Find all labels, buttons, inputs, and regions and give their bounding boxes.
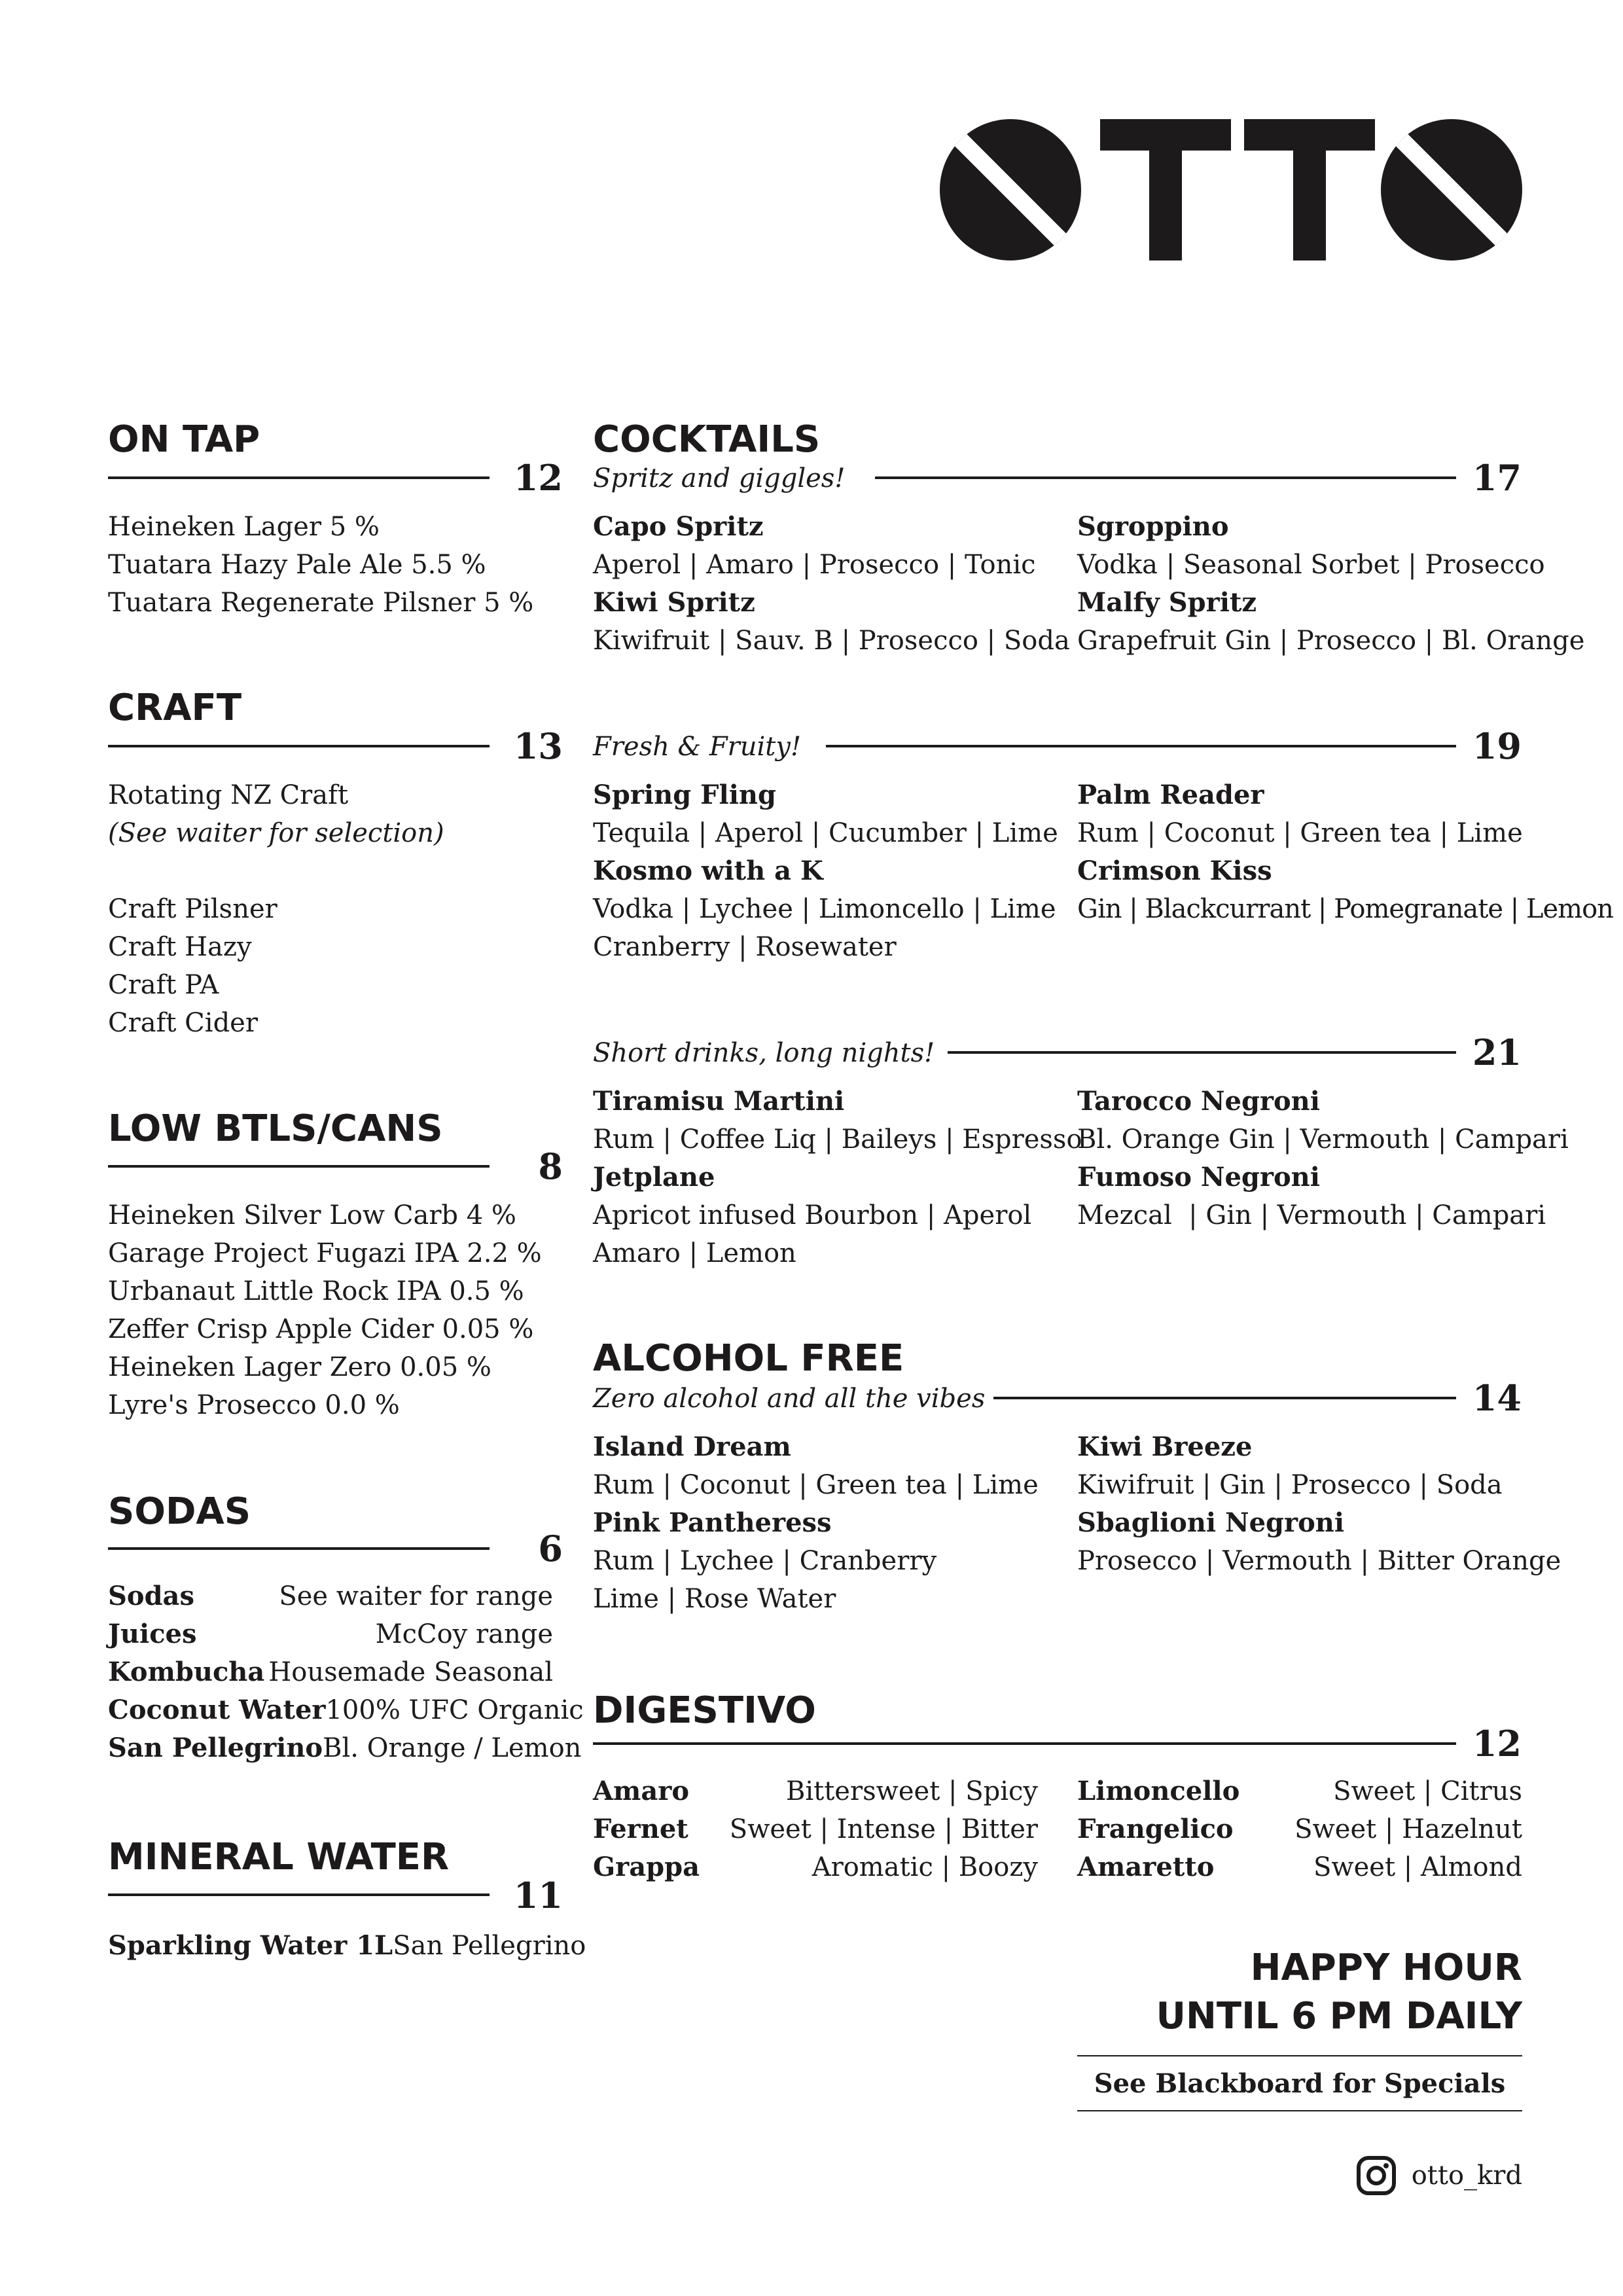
list-item: Craft Pilsner (108, 894, 277, 924)
craft-rule (108, 745, 490, 747)
drink-desc: Rum | Coffee Liq | Baileys | Espresso (593, 1124, 1082, 1155)
list-item: Garage Project Fugazi IPA 2.2 % (108, 1238, 542, 1268)
list-item (1077, 1848, 1522, 1886)
otto-logo (940, 110, 1522, 270)
list-item: Tuatara Hazy Pale Ale 5.5 % (108, 550, 486, 580)
drink-desc: Aperol | Amaro | Prosecco | Tonic (593, 550, 1036, 580)
craft-heading: CRAFT (108, 687, 242, 729)
cocktails-group-left (593, 776, 1058, 966)
drink-name: Kiwi Spritz (593, 587, 755, 618)
cocktails-group-rule (948, 1051, 1456, 1054)
drink-name: Pink Pantheress (593, 1507, 832, 1538)
digestivo-left (593, 1772, 1038, 1886)
list-item (1077, 1810, 1522, 1848)
drink-name: Island Dream (593, 1431, 791, 1462)
drink-name: Sgroppino (1077, 511, 1229, 542)
drink-name: Sbaglioni Negroni (1077, 1507, 1345, 1538)
drink-desc: Gin | Blackcurrant | Pomegranate | Lemon (1077, 894, 1613, 924)
on-tap-list (108, 508, 533, 622)
list-item (593, 1772, 1038, 1810)
list-item (108, 1577, 553, 1615)
drink-desc: Vodka | Seasonal Sorbet | Prosecco (1077, 550, 1545, 580)
low-heading: LOW BTLS/CANS (108, 1107, 443, 1150)
sodas-rule (108, 1547, 490, 1550)
item-desc: Sweet | Hazelnut (1294, 1814, 1522, 1844)
item-name: Amaretto (1077, 1852, 1215, 1882)
list-item: Heineken Silver Low Carb 4 % (108, 1200, 516, 1230)
drink-desc: Kiwifruit | Sauv. B | Prosecco | Soda (593, 626, 1070, 656)
item-desc: Sweet | Intense | Bitter (729, 1814, 1038, 1844)
list-item (593, 1810, 1038, 1848)
cocktails-group-price: 21 (1472, 1031, 1522, 1073)
mineral-rule (108, 1893, 490, 1896)
item-name: Fernet (593, 1814, 688, 1844)
alcohol-free-price: 14 (1472, 1377, 1522, 1419)
drink-desc: Grapefruit Gin | Prosecco | Bl. Orange (1077, 626, 1585, 656)
item-name: Grappa (593, 1852, 700, 1882)
item-name: Kombucha (108, 1657, 265, 1687)
digestivo-price: 12 (1472, 1723, 1522, 1765)
digestivo-rule (593, 1742, 1456, 1745)
on-tap-price: 12 (513, 457, 563, 499)
cocktails-group-rule (826, 745, 1456, 747)
drink-desc: Rum | Coconut | Green tea | Lime (1077, 818, 1523, 848)
sodas-heading: SODAS (108, 1490, 251, 1533)
item-desc: See waiter for range (279, 1581, 553, 1611)
cocktails-group-rule (875, 476, 1456, 479)
specials-top-rule (1077, 2055, 1522, 2056)
drink-desc: Cranberry | Rosewater (593, 932, 897, 962)
item-desc: Bl. Orange / Lemon (323, 1733, 582, 1763)
craft-price: 13 (513, 725, 563, 767)
mineral-heading: MINERAL WATER (108, 1836, 450, 1878)
cocktails-group-subtitle: Spritz and giggles! (593, 463, 846, 493)
list-item (1077, 1772, 1522, 1810)
cocktails-heading: COCKTAILS (593, 418, 821, 461)
sodas-price: 6 (538, 1528, 563, 1570)
sodas-list (108, 1577, 584, 1767)
drink-desc: Amaro | Lemon (593, 1238, 796, 1268)
cocktails-group-price: 17 (1472, 457, 1522, 499)
list-item: Heineken Lager Zero 0.05 % (108, 1352, 491, 1382)
item-desc: 100% UFC Organic (325, 1695, 584, 1725)
cocktails-group-left (593, 508, 1070, 660)
drink-desc: Prosecco | Vermouth | Bitter Orange (1077, 1546, 1561, 1576)
list-item: Zeffer Crisp Apple Cider 0.05 % (108, 1314, 534, 1344)
drink-name: Tiramisu Martini (593, 1086, 845, 1117)
cocktails-group-right (1077, 776, 1613, 928)
item-name: Sparkling Water 1L (108, 1930, 393, 1961)
instagram-icon (1355, 2155, 1397, 2197)
list-item: Tuatara Regenerate Pilsner 5 % (108, 588, 534, 618)
drink-name: Capo Spritz (593, 511, 764, 542)
low-rule (108, 1165, 490, 1168)
list-item (108, 1927, 586, 1965)
drink-name: Kiwi Breeze (1077, 1431, 1253, 1462)
cocktails-group-price: 19 (1472, 725, 1522, 767)
list-item: Craft Hazy (108, 932, 252, 962)
drink-name: Spring Fling (593, 780, 776, 810)
list-item: Lyre's Prosecco 0.0 % (108, 1390, 400, 1420)
digestivo-heading: DIGESTIVO (593, 1689, 816, 1732)
drink-desc: Rum | Lychee | Cranberry (593, 1546, 937, 1576)
alcohol-free-subtitle: Zero alcohol and all the vibes (593, 1384, 986, 1414)
list-item: Heineken Lager 5 % (108, 512, 380, 542)
cocktails-group-left (593, 1083, 1082, 1272)
alcohol-free-rule (993, 1397, 1456, 1399)
drink-desc: Rum | Coconut | Green tea | Lime (593, 1470, 1039, 1500)
happy-hour-title: HAPPY HOUR (1250, 1946, 1522, 1989)
item-name: Amaro (593, 1776, 690, 1806)
craft-lead: Rotating NZ Craft (108, 780, 349, 810)
list-item (108, 1691, 584, 1729)
logo-text (0, 0, 1, 1)
item-desc: Housemade Seasonal (268, 1657, 553, 1687)
on-tap-heading: ON TAP (108, 418, 260, 461)
item-name: Limoncello (1077, 1776, 1240, 1806)
drink-name: Jetplane (593, 1162, 715, 1193)
on-tap-rule (108, 476, 490, 479)
specials-bottom-rule (1077, 2110, 1522, 2111)
list-item (108, 1729, 582, 1767)
item-desc: Sweet | Almond (1313, 1852, 1522, 1882)
drink-name: Crimson Kiss (1077, 855, 1272, 886)
drink-name: Fumoso Negroni (1077, 1162, 1320, 1193)
craft-list (108, 776, 444, 1042)
item-desc: San Pellegrino (393, 1931, 586, 1961)
drink-desc: Mezcal | Gin | Vermouth | Campari (1077, 1200, 1546, 1230)
list-item (108, 1615, 553, 1653)
alcohol-free-left (593, 1428, 1039, 1618)
drink-desc: Vodka | Lychee | Limoncello | Lime (593, 894, 1056, 924)
item-desc: Aromatic | Boozy (812, 1852, 1038, 1882)
list-item: Urbanaut Little Rock IPA 0.5 % (108, 1276, 524, 1306)
item-name: Sodas (108, 1581, 194, 1611)
mineral-price: 11 (513, 1874, 563, 1916)
drink-name: Palm Reader (1077, 780, 1264, 810)
drink-desc: Lime | Rose Water (593, 1584, 836, 1614)
drink-desc: Apricot infused Bourbon | Aperol (593, 1200, 1032, 1230)
social-handle[interactable] (1077, 2155, 1522, 2197)
specials-note: See Blackboard for Specials (1094, 2068, 1506, 2099)
digestivo-right (1077, 1772, 1522, 1886)
cocktails-group-right (1077, 508, 1584, 660)
happy-hour-time: UNTIL 6 PM DAILY (1156, 1995, 1522, 2037)
low-list (108, 1196, 542, 1424)
drink-desc: Bl. Orange Gin | Vermouth | Campari (1077, 1124, 1569, 1155)
drink-desc: Tequila | Aperol | Cucumber | Lime (593, 818, 1058, 848)
item-desc: Sweet | Citrus (1333, 1776, 1522, 1806)
low-price: 8 (538, 1145, 563, 1187)
drink-name: Kosmo with a K (593, 855, 823, 886)
cocktails-group-subtitle: Short drinks, long nights! (593, 1038, 935, 1068)
craft-note: (See waiter for selection) (108, 818, 444, 848)
happy-hour-block (1077, 1944, 1522, 2041)
item-desc: McCoy range (375, 1619, 553, 1649)
cocktails-group-subtitle: Fresh & Fruity! (593, 732, 802, 762)
alcohol-free-right (1077, 1428, 1561, 1580)
mineral-list (108, 1927, 586, 1965)
item-name: Juices (108, 1619, 197, 1649)
item-desc: Bittersweet | Spicy (785, 1776, 1038, 1806)
drink-name: Tarocco Negroni (1077, 1086, 1320, 1117)
list-item: Craft PA (108, 970, 219, 1000)
list-item (593, 1848, 1038, 1886)
drink-desc: Kiwifruit | Gin | Prosecco | Soda (1077, 1470, 1503, 1500)
cocktails-group-right (1077, 1083, 1569, 1234)
alcohol-free-heading: ALCOHOL FREE (593, 1337, 904, 1380)
drink-name: Malfy Spritz (1077, 587, 1257, 618)
item-name: San Pellegrino (108, 1732, 323, 1763)
item-name: Coconut Water (108, 1695, 326, 1725)
social-handle-text: otto_krd (1411, 2161, 1522, 2191)
list-item (108, 1653, 553, 1691)
list-item: Craft Cider (108, 1008, 258, 1038)
item-name: Frangelico (1077, 1814, 1234, 1844)
